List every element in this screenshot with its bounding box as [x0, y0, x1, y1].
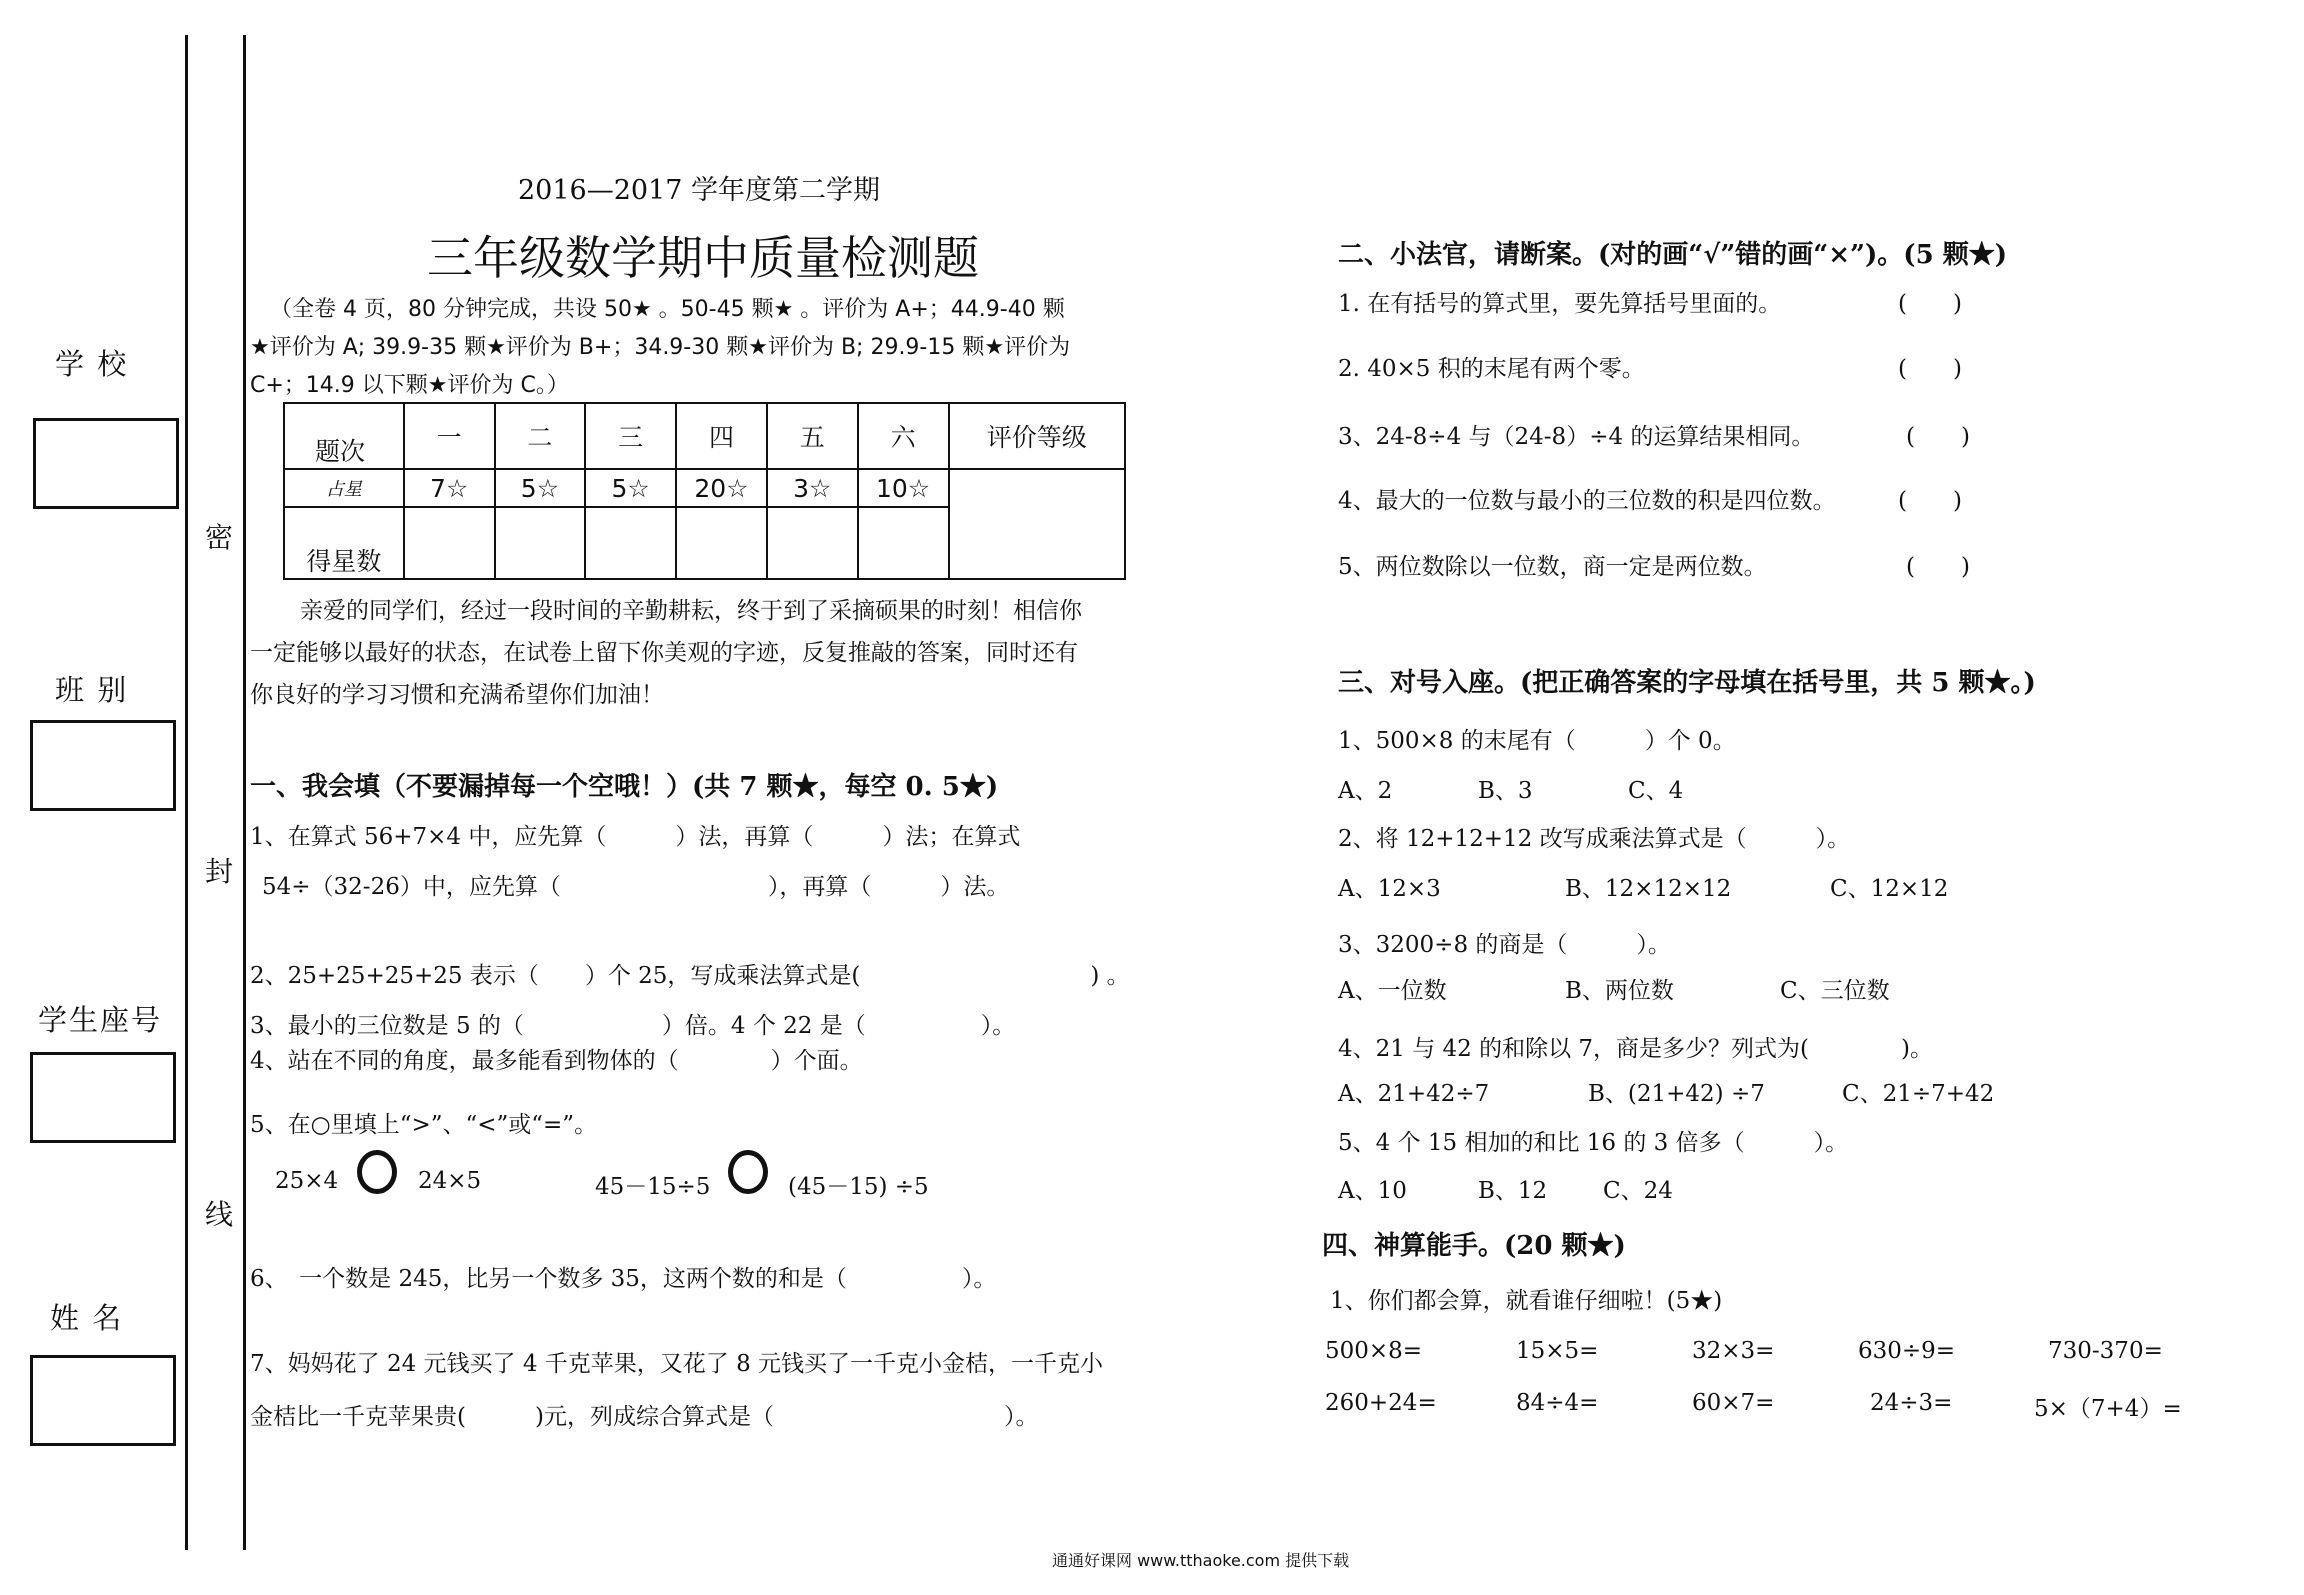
school-field[interactable] [33, 418, 179, 509]
name-label: 姓 名 [50, 1301, 124, 1335]
s3-q3: 3、3200÷8 的商是（ ）。 [1338, 932, 1671, 958]
calc-item: 60×7= [1692, 1390, 1775, 1416]
section2-heading: 二、小法官，请断案。(对的画“√”错的画“×”)。(5 颗★) [1338, 240, 2008, 270]
s3-q3-opt-a: A、一位数 [1338, 978, 1447, 1004]
stars-earned-cell[interactable] [767, 507, 858, 579]
s3-q5: 5、4 个 15 相加的和比 16 的 3 倍多（ ）。 [1338, 1130, 1849, 1156]
score-header-cell: 五 [767, 403, 858, 469]
calc-item: 500×8= [1325, 1338, 1423, 1364]
binding-line-left [185, 35, 188, 1550]
s2-item-5-blank[interactable]: ( ) [1906, 554, 1970, 580]
stars-earned-label: 得星数 [284, 507, 404, 579]
s1-q5: 5、在○里填上“>”、“<”或“=”。 [250, 1112, 598, 1138]
star-quota-label: 占星 [284, 469, 404, 507]
score-header-cell: 题次 [284, 403, 404, 469]
name-field[interactable] [30, 1355, 176, 1446]
page-title: 三年级数学期中质量检测题 [427, 231, 979, 285]
stars-earned-cell[interactable] [676, 507, 767, 579]
s1-q1-line1: 1、在算式 56+7×4 中，应先算（ ）法，再算（ ）法；在算式 [250, 824, 1021, 850]
s3-q4-opt-a: A、21+42÷7 [1338, 1081, 1490, 1107]
binding-line-right [243, 35, 246, 1550]
s3-q1-opt-a: A、2 [1338, 778, 1393, 804]
s3-q1-opt-c: C、4 [1628, 778, 1684, 804]
s2-item-3: 3、24-8÷4 与（24-8）÷4 的运算结果相同。 [1338, 424, 1815, 450]
footer-credit: 通通好课网 www.tthaoke.com 提供下载 [1052, 1551, 1350, 1570]
s1-q5b-left: 45－15÷5 [595, 1174, 711, 1200]
intro-line-3: C+；14.9 以下颗★评价为 C。） [250, 373, 569, 398]
s4-subheading: 1、你们都会算，就看谁仔细啦！(5★) [1330, 1288, 1723, 1314]
s2-item-3-blank[interactable]: ( ) [1906, 424, 1970, 450]
score-header-cell: 二 [495, 403, 586, 469]
s1-q7-line1: 7、妈妈花了 24 元钱买了 4 千克苹果，又花了 8 元钱买了一千克小金桔，一千克小 [250, 1351, 1104, 1377]
s1-q2: 2、25+25+25+25 表示（ ）个 25，写成乘法算式是( ) 。 [250, 963, 1130, 989]
s3-q5-opt-c: C、24 [1603, 1178, 1673, 1204]
intro-line-2: ★评价为 A; 39.9-35 颗★评价为 B+；34.9-30 颗★评价为 B; 29.9-15 颗★评价为 [250, 335, 1071, 360]
calc-item: 15×5= [1516, 1338, 1599, 1364]
calc-item: 24÷3= [1870, 1390, 1953, 1416]
seal-char-mi: 密 [205, 521, 234, 554]
seat-number-field[interactable] [30, 1052, 176, 1143]
score-header-cell: 四 [676, 403, 767, 469]
calc-item: 630÷9= [1858, 1338, 1956, 1364]
score-header-cell: 评价等级 [949, 403, 1125, 469]
s3-q2-opt-b: B、12×12×12 [1565, 876, 1732, 902]
score-table [283, 402, 1126, 580]
s3-q4-opt-c: C、21÷7+42 [1842, 1081, 1995, 1107]
compare-circle-icon[interactable] [728, 1150, 768, 1194]
s2-item-4: 4、最大的一位数与最小的三位数的积是四位数。 [1338, 488, 1836, 514]
calc-item: 5×（7+4）= [2034, 1396, 2182, 1422]
s1-q3: 3、最小的三位数是 5 的（ ）倍。4 个 22 是（ ）。 [250, 1013, 1016, 1039]
seal-char-feng: 封 [205, 855, 234, 888]
star-quota-cell: 5☆ [495, 469, 586, 507]
s3-q2-opt-c: C、12×12 [1830, 876, 1949, 902]
s2-item-1-blank[interactable]: ( ) [1898, 291, 1962, 317]
star-quota-cell: 7☆ [404, 469, 495, 507]
s3-q3-opt-b: B、两位数 [1565, 978, 1674, 1004]
s1-q5b-right: (45－15) ÷5 [788, 1174, 929, 1200]
grade-cell[interactable] [949, 469, 1125, 579]
class-field[interactable] [30, 720, 176, 811]
s1-q5a-left: 25×4 [275, 1168, 339, 1194]
s3-q2-opt-a: A、12×3 [1338, 876, 1441, 902]
star-quota-cell: 3☆ [767, 469, 858, 507]
s3-q5-opt-a: A、10 [1338, 1178, 1407, 1204]
calc-item: 32×3= [1692, 1338, 1775, 1364]
s3-q1: 1、500×8 的末尾有（ ）个 0。 [1338, 728, 1736, 754]
calc-item: 260+24= [1325, 1390, 1437, 1416]
class-label: 班 别 [55, 673, 129, 707]
intro-line-1: （全卷 4 页，80 分钟完成，共设 50★ 。50-45 颗★ 。评价为 A+；44.9-40 颗 [270, 297, 1065, 322]
term-line: 2016—2017 学年度第二学期 [518, 175, 881, 206]
score-header-cell: 三 [585, 403, 676, 469]
s2-item-2: 2. 40×5 积的末尾有两个零。 [1338, 356, 1645, 382]
s3-q4: 4、21 与 42 的和除以 7，商是多少？列式为( )。 [1338, 1036, 1933, 1062]
star-quota-cell: 5☆ [585, 469, 676, 507]
star-quota-cell: 10☆ [858, 469, 949, 507]
greeting-line-1: 亲爱的同学们，经过一段时间的辛勤耕耘，终于到了采摘硕果的时刻！相信你 [300, 598, 1082, 624]
section1-heading: 一、我会填（不要漏掉每一个空哦！）(共 7 颗★，每空 0. 5★) [250, 772, 999, 802]
stars-earned-cell[interactable] [404, 507, 495, 579]
s3-q3-opt-c: C、三位数 [1780, 978, 1890, 1004]
section3-heading: 三、对号入座。(把正确答案的字母填在括号里，共 5 颗★。) [1338, 668, 2036, 698]
seat-number-label: 学生座号 [38, 1003, 163, 1037]
greeting-line-2: 一定能够以最好的状态，在试卷上留下你美观的字迹，反复推敲的答案，同时还有 [250, 640, 1078, 666]
s3-q2: 2、将 12+12+12 改写成乘法算式是（ ）。 [1338, 826, 1851, 852]
s1-q5a-right: 24×5 [418, 1168, 482, 1194]
score-header-cell: 一 [404, 403, 495, 469]
s2-item-1: 1. 在有括号的算式里，要先算括号里面的。 [1338, 291, 1782, 317]
stars-earned-cell[interactable] [585, 507, 676, 579]
s1-q7-line2: 金桔比一千克苹果贵( )元，列成综合算式是（ ）。 [250, 1404, 1039, 1430]
s3-q4-opt-b: B、(21+42) ÷7 [1588, 1081, 1765, 1107]
s1-q1-line2: 54÷（32-26）中，应先算（ ），再算（ ）法。 [262, 874, 1010, 900]
score-header-cell: 六 [858, 403, 949, 469]
s2-item-4-blank[interactable]: ( ) [1898, 488, 1962, 514]
calc-item: 730-370= [2048, 1338, 2163, 1364]
section4-heading: 四、神算能手。(20 颗★) [1322, 1231, 1626, 1261]
s2-item-5: 5、两位数除以一位数，商一定是两位数。 [1338, 554, 1767, 580]
calc-item: 84÷4= [1516, 1390, 1599, 1416]
seal-char-xian: 线 [205, 1198, 234, 1231]
s1-q4: 4、站在不同的角度，最多能看到物体的（ ）个面。 [250, 1048, 863, 1074]
s2-item-2-blank[interactable]: ( ) [1898, 356, 1962, 382]
s1-q6: 6、 一个数是 245，比另一个数多 35，这两个数的和是（ ）。 [250, 1266, 997, 1292]
greeting-line-3: 你良好的学习习惯和充满希望你们加油！ [250, 682, 664, 708]
s3-q1-opt-b: B、3 [1478, 778, 1533, 804]
school-label: 学 校 [55, 347, 129, 381]
stars-earned-cell[interactable] [495, 507, 586, 579]
s3-q5-opt-b: B、12 [1478, 1178, 1548, 1204]
compare-circle-icon[interactable] [357, 1150, 397, 1194]
stars-earned-cell[interactable] [858, 507, 949, 579]
star-quota-cell: 20☆ [676, 469, 767, 507]
